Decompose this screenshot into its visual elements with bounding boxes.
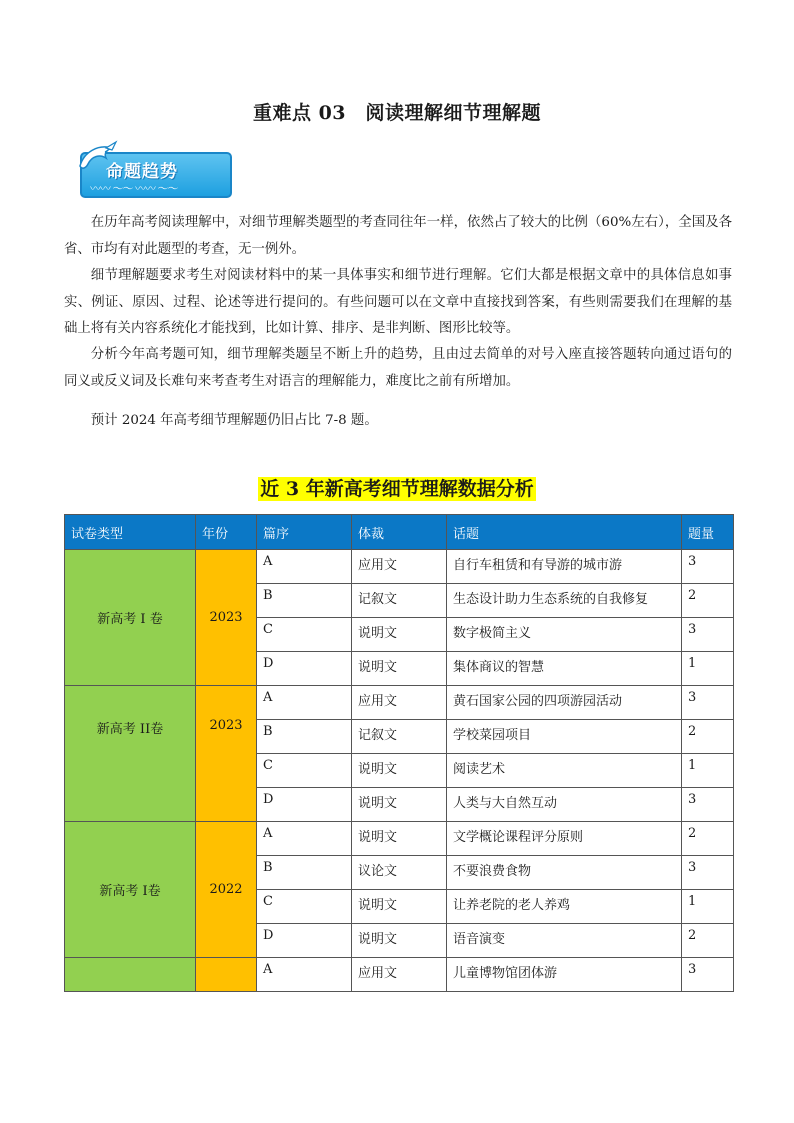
passage-cell: B [257,584,352,618]
count-cell: 2 [682,822,734,856]
topic-cell: 儿童博物馆团体游 [447,958,682,992]
passage-cell: D [257,652,352,686]
year-cell: 2023 [196,550,257,686]
paper-type-cell: 新高考 I 卷 [65,550,196,686]
count-cell: 3 [682,550,734,584]
passage-cell: D [257,924,352,958]
data-table [64,514,734,992]
topic-cell: 文学概论课程评分原则 [447,822,682,856]
passage-cell: B [257,720,352,754]
paragraph: 分析今年高考题可知，细节理解类题呈不断上升的趋势，且由过去简单的对号入座直接答题转向通过语句的同义或反义词及长难句来考查考生对语言的理解能力，难度比之前有所增加。 [64,347,732,389]
section-badge [76,140,236,202]
paragraph: 预计 2024 年高考细节理解题仍旧占比 7-8 题。 [90,413,378,428]
passage-cell: C [257,618,352,652]
genre-cell: 说明文 [352,618,447,652]
badge-wave: 〰〰 ～～ 〰〰 ～～ [90,182,178,195]
paragraph: 在历年高考阅读理解中，对细节理解类题型的考查同往年一样，依然占了较大的比例（60%左右），全国及各省、市均有对此题型的考查，无一例外。 [64,215,732,257]
paper-type-cell: 新高考 II卷 [65,686,196,822]
table-header-row [65,515,734,550]
topic-cell: 让养老院的老人养鸡 [447,890,682,924]
topic-cell: 学校菜园项目 [447,720,682,754]
passage-cell: C [257,754,352,788]
count-cell: 1 [682,652,734,686]
genre-cell: 应用文 [352,958,447,992]
count-cell: 3 [682,958,734,992]
passage-cell: A [257,822,352,856]
header-cell: 篇序 [257,515,352,550]
topic-cell: 人类与大自然互动 [447,788,682,822]
passage-cell: C [257,890,352,924]
header-cell: 话题 [447,515,682,550]
genre-cell: 说明文 [352,890,447,924]
table-title [0,474,794,501]
topic-cell: 阅读艺术 [447,754,682,788]
genre-cell: 议论文 [352,856,447,890]
header-cell: 体裁 [352,515,447,550]
paper-type-cell: 新高考 I卷 [65,822,196,958]
count-cell: 3 [682,686,734,720]
paper-type-cell [65,958,196,992]
genre-cell: 说明文 [352,652,447,686]
count-cell: 3 [682,788,734,822]
header-cell: 试卷类型 [65,515,196,550]
table-row [65,686,734,720]
passage-cell: D [257,788,352,822]
passage-cell: A [257,958,352,992]
count-cell: 2 [682,924,734,958]
genre-cell: 记叙文 [352,720,447,754]
paragraph: 细节理解题要求考生对阅读材料中的某一具体事实和细节进行理解。它们大都是根据文章中的具体信息如事实、例证、原因、过程、论述等进行提问的。有些问题可以在文章中直接找到答案，有些则需要我们在理解的基础上将有关内容系统化才能找到，比如计算、排序、是非判断、图形比较等。 [64,268,732,336]
passage-cell: B [257,856,352,890]
genre-cell: 应用文 [352,550,447,584]
genre-cell: 说明文 [352,822,447,856]
topic-cell: 数字极简主义 [447,618,682,652]
topic-cell: 生态设计助力生态系统的自我修复 [447,584,682,618]
badge-label: 命题趋势 [106,162,178,182]
table-title-text: 近 3 年新高考细节理解数据分析 [260,478,534,500]
page-title: 重难点 03 阅读理解细节理解题 [252,102,542,124]
genre-cell: 说明文 [352,754,447,788]
passage-cell: A [257,686,352,720]
table-row [65,958,734,992]
year-cell: 2023 [196,686,257,822]
header-cell: 题量 [682,515,734,550]
topic-cell: 语音演变 [447,924,682,958]
count-cell: 2 [682,720,734,754]
year-cell: 2022 [196,822,257,958]
count-cell: 2 [682,584,734,618]
count-cell: 3 [682,618,734,652]
table-row [65,550,734,584]
passage-cell: A [257,550,352,584]
count-cell: 1 [682,890,734,924]
header-cell: 年份 [196,515,257,550]
genre-cell: 记叙文 [352,584,447,618]
topic-cell: 自行车租赁和有导游的城市游 [447,550,682,584]
genre-cell: 说明文 [352,924,447,958]
genre-cell: 说明文 [352,788,447,822]
genre-cell: 应用文 [352,686,447,720]
table-row [65,822,734,856]
count-cell: 1 [682,754,734,788]
topic-cell: 不要浪费食物 [447,856,682,890]
topic-cell: 集体商议的智慧 [447,652,682,686]
topic-cell: 黄石国家公园的四项游园活动 [447,686,682,720]
year-cell [196,958,257,992]
count-cell: 3 [682,856,734,890]
